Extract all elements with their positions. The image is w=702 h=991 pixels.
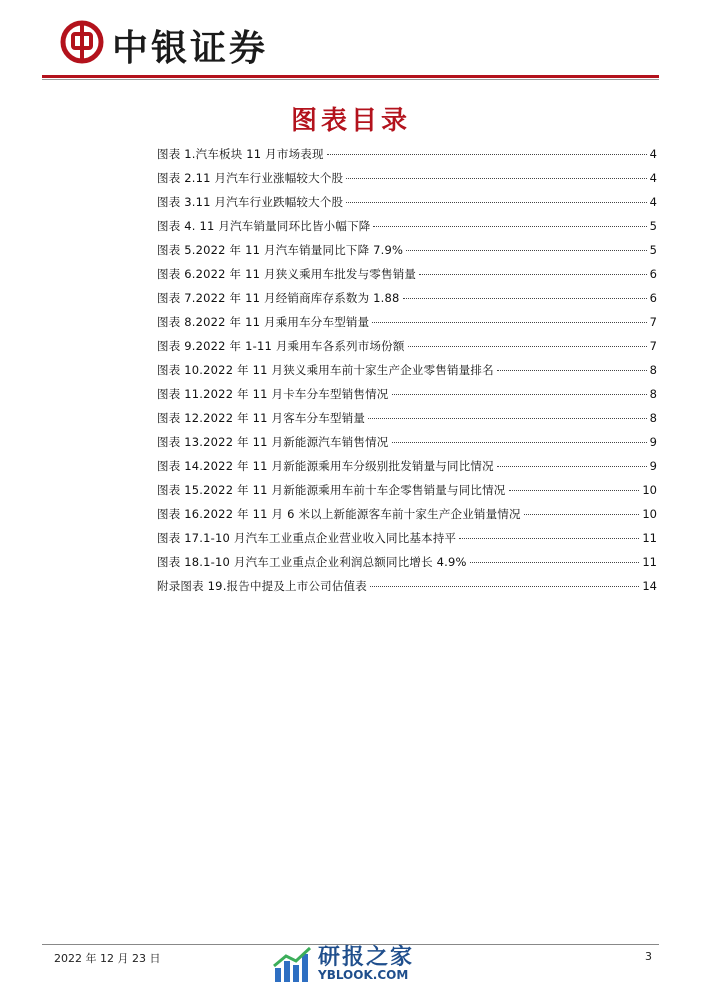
toc-leader-dots — [524, 514, 640, 515]
toc-entry-page: 4 — [649, 171, 657, 185]
toc-entry-page: 8 — [649, 411, 657, 425]
toc-entry[interactable] — [157, 242, 657, 266]
footer-page-number: 3 — [645, 950, 652, 963]
toc-entry-label: 图表 14.2022 年 11 月新能源乘用车分级别批发销量与同比情况 — [157, 459, 494, 473]
toc-leader-dots — [470, 562, 640, 563]
toc-entry-page: 11 — [642, 555, 657, 569]
toc-entry[interactable] — [157, 170, 657, 194]
toc-entry-page: 11 — [642, 531, 657, 545]
table-of-figures — [157, 146, 657, 602]
toc-leader-dots — [459, 538, 639, 539]
toc-title: 图表目录 — [290, 106, 411, 136]
toc-leader-dots — [346, 202, 646, 203]
bank-of-china-logo-icon — [60, 20, 104, 64]
toc-entry-label: 图表 9.2022 年 1-11 月乘用车各系列市场份额 — [157, 339, 405, 353]
toc-leader-dots — [392, 442, 647, 443]
watermark-url: YBLOOK.COM — [318, 968, 409, 982]
toc-entry[interactable] — [157, 410, 657, 434]
toc-entry-label: 图表 4. 11 月汽车销量同环比皆小幅下降 — [157, 219, 371, 233]
toc-leader-dots — [368, 418, 647, 419]
toc-leader-dots — [509, 490, 640, 491]
toc-entry-page: 4 — [649, 195, 657, 209]
toc-entry-page: 9 — [649, 435, 657, 449]
toc-entry[interactable] — [157, 386, 657, 410]
watermark-text: 研报之家 — [318, 945, 415, 970]
toc-entry-label: 图表 1.汽车板块 11 月市场表现 — [157, 147, 324, 161]
toc-leader-dots — [327, 154, 647, 155]
toc-entry-page: 6 — [649, 267, 657, 281]
toc-entry-page: 7 — [649, 315, 657, 329]
toc-entry[interactable] — [157, 578, 657, 602]
toc-leader-dots — [497, 370, 647, 371]
toc-entry-label: 图表 15.2022 年 11 月新能源乘用车前十车企零售销量与同比情况 — [157, 483, 506, 497]
toc-leader-dots — [370, 586, 639, 587]
watermark — [272, 940, 442, 988]
toc-entry[interactable] — [157, 482, 657, 506]
toc-leader-dots — [408, 346, 647, 347]
toc-leader-dots — [406, 250, 647, 251]
toc-entry-page: 6 — [649, 291, 657, 305]
toc-entry-page: 4 — [649, 147, 657, 161]
toc-entry[interactable] — [157, 362, 657, 386]
brand-name: 中银证券 — [112, 27, 269, 69]
toc-entry-label: 图表 10.2022 年 11 月狭义乘用车前十家生产企业零售销量排名 — [157, 363, 494, 377]
toc-entry-label: 附录图表 19.报告中提及上市公司估值表 — [157, 579, 367, 593]
header-rule-red — [42, 75, 659, 78]
toc-entry[interactable] — [157, 146, 657, 170]
toc-leader-dots — [373, 226, 646, 227]
toc-entry-page: 5 — [649, 219, 657, 233]
toc-entry[interactable] — [157, 530, 657, 554]
toc-entry-label: 图表 8.2022 年 11 月乘用车分车型销量 — [157, 315, 370, 329]
toc-entry[interactable] — [157, 434, 657, 458]
toc-entry-page: 10 — [642, 483, 657, 497]
toc-entry-label: 图表 13.2022 年 11 月新能源汽车销售情况 — [157, 435, 389, 449]
toc-entry-label: 图表 6.2022 年 11 月狭义乘用车批发与零售销量 — [157, 267, 417, 281]
toc-leader-dots — [372, 322, 646, 323]
toc-entry-page: 9 — [649, 459, 657, 473]
header-rule-grey — [42, 79, 659, 80]
toc-entry[interactable] — [157, 314, 657, 338]
toc-entry-page: 7 — [649, 339, 657, 353]
toc-entry-label: 图表 5.2022 年 11 月汽车销量同比下降 7.9% — [157, 243, 404, 257]
toc-entry-label: 图表 3.11 月汽车行业跌幅较大个股 — [157, 195, 344, 209]
toc-entry-page: 8 — [649, 387, 657, 401]
toc-entry-label: 图表 18.1-10 月汽车工业重点企业利润总额同比增长 4.9% — [157, 555, 467, 569]
toc-entry[interactable] — [157, 290, 657, 314]
toc-entry[interactable] — [157, 266, 657, 290]
toc-entry-label: 图表 7.2022 年 11 月经销商库存系数为 1.88 — [157, 291, 400, 305]
toc-leader-dots — [497, 466, 647, 467]
toc-entry-page: 14 — [642, 579, 657, 593]
toc-leader-dots — [346, 178, 646, 179]
bar-chart-logo-icon — [272, 944, 312, 984]
toc-entry-page: 5 — [649, 243, 657, 257]
toc-entry-label: 图表 11.2022 年 11 月卡车分车型销售情况 — [157, 387, 389, 401]
toc-entry-label: 图表 2.11 月汽车行业涨幅较大个股 — [157, 171, 344, 185]
toc-entry[interactable] — [157, 506, 657, 530]
page-header — [0, 0, 702, 90]
toc-entry-label: 图表 17.1-10 月汽车工业重点企业营业收入同比基本持平 — [157, 531, 457, 545]
toc-entry[interactable] — [157, 338, 657, 362]
toc-leader-dots — [392, 394, 647, 395]
toc-leader-dots — [419, 274, 647, 275]
toc-entry-page: 10 — [642, 507, 657, 521]
toc-leader-dots — [403, 298, 647, 299]
toc-entry-label: 图表 12.2022 年 11 月客车分车型销量 — [157, 411, 366, 425]
toc-entry[interactable] — [157, 194, 657, 218]
toc-entry[interactable] — [157, 554, 657, 578]
footer-date: 2022 年 12 月 23 日 — [54, 952, 161, 965]
toc-entry[interactable] — [157, 458, 657, 482]
toc-entry[interactable] — [157, 218, 657, 242]
toc-entry-label: 图表 16.2022 年 11 月 6 米以上新能源客车前十家生产企业销量情况 — [157, 507, 521, 521]
toc-entry-page: 8 — [649, 363, 657, 377]
